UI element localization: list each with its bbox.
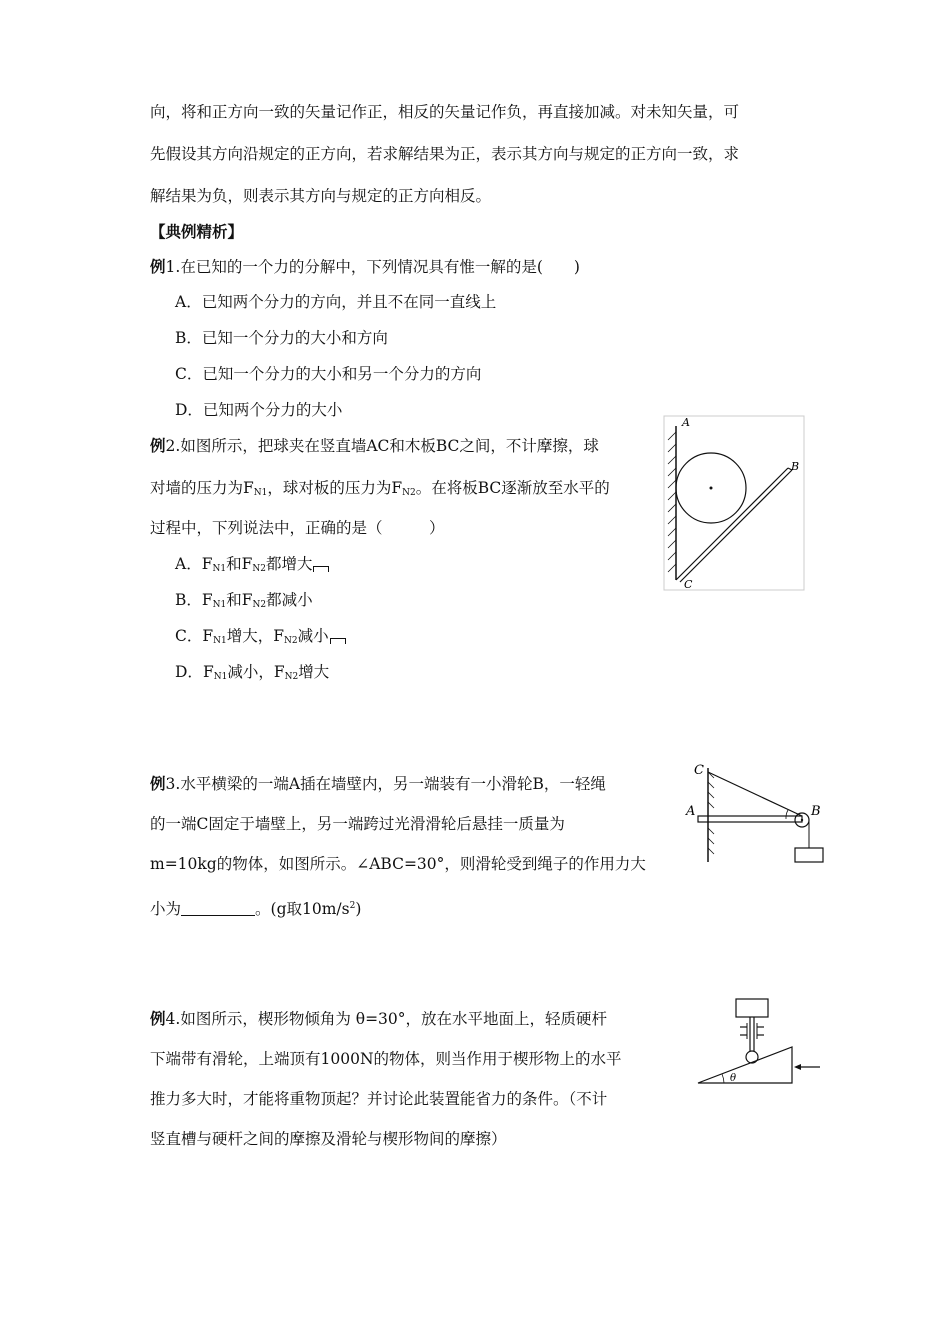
- wall-hatch: [708, 772, 714, 854]
- label-theta: θ: [730, 1073, 737, 1084]
- wedge: [698, 1047, 792, 1083]
- label-a: A: [686, 804, 696, 819]
- wall-hatch: [668, 432, 676, 572]
- ex3-stem-line-1: 例3.水平横梁的一端A插在墙壁内，另一端装有一小滑轮B，一轻绳: [150, 775, 606, 793]
- board-bc: [676, 468, 788, 580]
- label-b: B: [811, 804, 821, 819]
- ex2-option-d: D．$F_{N1}$减小，$F_{N2}$增大: [175, 663, 330, 682]
- label-c: C: [694, 763, 704, 778]
- ex2-option-a: A．$F_{N1}$和$F_{N2}$都增大: [175, 553, 329, 580]
- ex1-option-c: C．已知一个分力的大小和另一个分力的方向: [175, 365, 482, 383]
- ex3-figure: [684, 758, 832, 870]
- intro-line-1: 向，将和正方向一致的矢量记作正，相反的矢量记作负，再直接加减。对未知矢量，可: [150, 103, 740, 121]
- ex3-stem-line-2: 的一端C固定于墙壁上，另一端跨过光滑滑轮后悬挂一质量为: [150, 815, 565, 833]
- ex2-figure: [660, 412, 810, 594]
- ex3-stem-line-4: 小为 。(g取$10m/s^2$): [150, 900, 362, 918]
- figure-frame: [664, 416, 804, 590]
- beam-ab: [698, 816, 802, 822]
- ex1-option-a: A．已知两个分力的方向，并且不在同一直线上: [175, 293, 497, 311]
- ex2-option-b: B．$F_{N1}$和$F_{N2}$都减小: [175, 591, 313, 610]
- answer-mark: [330, 638, 346, 644]
- ex4-figure: [694, 995, 824, 1089]
- label-a: A: [682, 416, 690, 429]
- ex1-option-d: D．已知两个分力的大小: [175, 401, 343, 419]
- ex2-stem-line-1: 例2.如图所示，把球夹在竖直墙AC和木板BC之间，不计摩擦，球: [150, 437, 599, 455]
- ex4-stem-line-3: 推力多大时，才能将重物顶起？并讨论此装置能省力的条件。（不计: [150, 1090, 608, 1108]
- answer-mark: [313, 566, 329, 572]
- ex4-stem-line-1: 例4.如图所示，楔形物倾角为 θ=30°，放在水平地面上，轻质硬杆: [150, 1010, 608, 1028]
- rope-cb: [708, 772, 802, 816]
- label-b: B: [791, 460, 800, 473]
- ex2-stem-line-3: 过程中，下列说法中，正确的是（ ）: [150, 519, 445, 537]
- ex2-option-c: C．$F_{N1}$增大，$F_{N2}$减小: [175, 625, 346, 652]
- ex3-stem-line-3: m=10kg的物体，如图所示。∠ABC=30°，则滑轮受到绳子的作用力大: [150, 855, 646, 873]
- ex1-label: 例: [150, 258, 166, 276]
- ex4-label: 例: [150, 1010, 166, 1028]
- ex4-stem-line-2: 下端带有滑轮，上端顶有1000N的物体，则当作用于楔形物上的水平: [150, 1050, 622, 1068]
- ex1-option-b: B．已知一个分力的大小和方向: [175, 329, 388, 347]
- mass-block: [795, 848, 823, 862]
- load-block: [736, 999, 768, 1017]
- ex3-label: 例: [150, 775, 166, 793]
- ex2-label: 例: [150, 437, 166, 455]
- ex1-stem: 例1.在已知的一个力的分解中，下列情况具有惟一解的是( ): [150, 258, 580, 276]
- intro-line-3: 解结果为负，则表示其方向与规定的正方向相反。: [150, 187, 492, 205]
- label-c: C: [684, 578, 693, 591]
- ex2-stem-line-2: 对墙的压力为$F_{N1}$，球对板的压力为$F_{N2}$。在将板BC逐渐放至水平的: [150, 479, 610, 498]
- answer-blank[interactable]: [181, 901, 255, 916]
- ex4-stem-line-4: 竖直槽与硬杆之间的摩擦及滑轮与楔形物间的摩擦）: [150, 1130, 507, 1148]
- section-title: 【典例精析】: [150, 223, 244, 241]
- intro-line-2: 先假设其方向沿规定的正方向，若求解结果为正，表示其方向与规定的正方向一致，求: [150, 145, 740, 163]
